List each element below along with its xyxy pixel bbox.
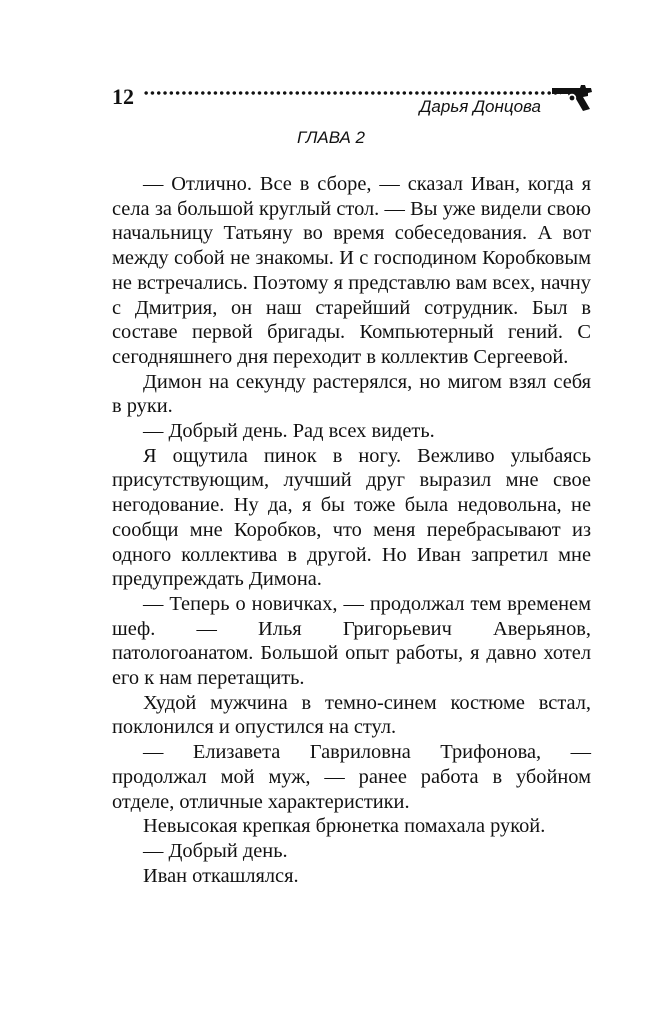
chapter-title: ГЛАВА 2 (297, 128, 365, 147)
paragraph: Димон на секунду растерялся, но мигом взял себя в руки. (112, 370, 591, 418)
paragraph: — Теперь о новичках, — продолжал тем временем шеф. — Илья Григорьевич Аверьянов, патологоанатом. Большой опыт работы, я давно хотел его к нам перетащить. (112, 592, 591, 690)
paragraph: Худой мужчина в темно-синем костюме встал, поклонился и опустился на стул. (112, 691, 591, 739)
paragraph: — Елизавета Гавриловна Трифонова, — продолжал мой муж, — ранее работа в убойном отделе, отличные характеристики. (112, 741, 591, 813)
revolver-icon (550, 78, 594, 112)
paragraph: — Добрый день. (143, 839, 288, 862)
paragraph: — Отлично. Все в сборе, — сказал Иван, когда я села за большой круглый стол. — Вы уже видели свою начальницу Татьяну во время собеседования. А вот между собой не знакомы. И с господином Коробковым не встречались. Поэтому я представлю вам всех, начну с Дмитрия, он наш старейший сотрудник. Был в составе первой бригады. Компьютерный гений. С сегодняшнего дня переходит в коллектив Сергеевой. (112, 173, 591, 368)
paragraph: Иван откашлялся. (143, 864, 299, 887)
paragraph: — Добрый день. Рад всех видеть. (143, 420, 435, 443)
paragraph: Невысокая крепкая брюнетка помахала рукой. (143, 815, 546, 838)
page-number: 12 (112, 84, 134, 109)
dotted-rule (143, 90, 561, 96)
paragraph: Я ощутила пинок в ногу. Вежливо улыбаясь присутствующим, лучший друг выразил мне свое негодование. Ну да, я бы тоже была недовольна, не сообщи мне Коробков, что меня перебрасывают из одного коллектива в другой. Но Иван запретил мне предупреждать Димона. (112, 444, 591, 591)
author-name: Дарья Донцова (419, 97, 541, 116)
body-text (112, 172, 591, 888)
